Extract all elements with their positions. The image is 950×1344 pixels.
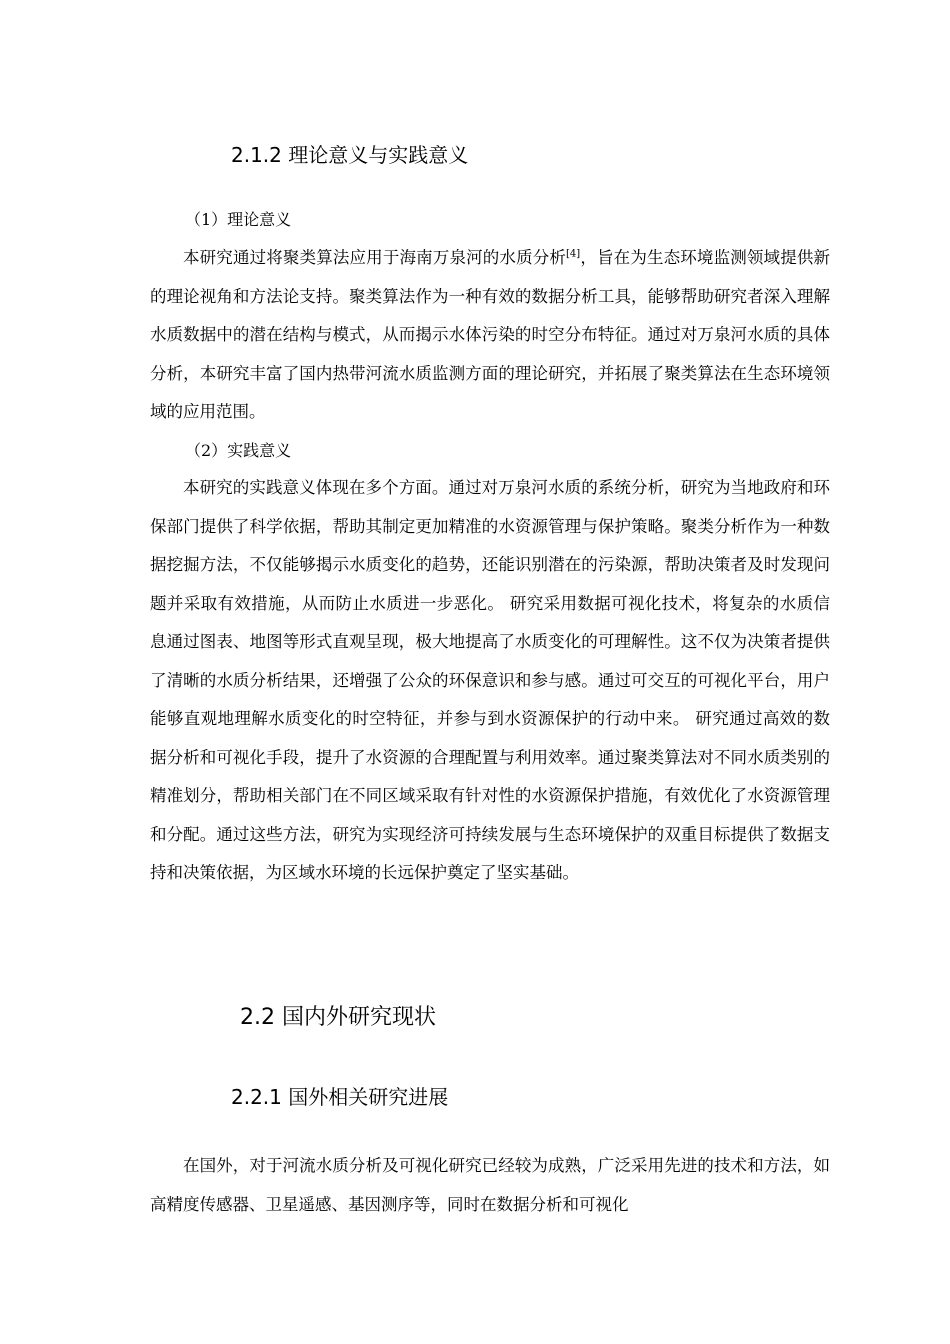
subheading-practice: （2）实践意义	[185, 441, 292, 460]
paragraph-practice: 本研究的实践意义体现在多个方面。通过对万泉河水质的系统分析，研究为当地政府和环保部门提供了科学依据，帮助其制定更加精准的水资源管理与保护策略。聚类分析作为一种数据挖掘方法，不仅能够揭示水质变化的趋势，还能识别潜在的污染源，帮助决策者及时发现问题并采取有效措施，从而防止水质进一步恶化。 研究采用数据可视化技术，将复杂的水质信息通过图表、地图等形式直观呈现，极大地提高了水质变化的可理解性。这不仅为决策者提供了清晰的水质分析结果，还增强了公众的环保意识和参与感。通过可交互的可视化平台，用户能够直观地理解水质变化的时空特征，并参与到水资源保护的行动中来。 研究通过高效的数据分析和可视化手段，提升了水资源的合理配置与利用效率。通过聚类算法对不同水质类别的精准划分，帮助相关部门在不同区域采取有针对性的水资源保护措施，有效优化了水资源管理和分配。通过这些方法，研究为实现经济可持续发展与生态环境保护的双重目标提供了数据支持和决策依据，为区域水环境的长远保护奠定了坚实基础。	[150, 478, 830, 882]
heading-2-1-2: 2.1.2 理论意义与实践意义	[231, 143, 469, 167]
paragraph-theory	[150, 239, 830, 432]
theory-text-start: 本研究通过将聚类算法应用于海南万泉河的水质分析	[183, 248, 567, 267]
paragraph-foreign-research: 在国外，对于河流水质分析及可视化研究已经较为成熟，广泛采用先进的技术和方法，如高精度传感器、卫星遥感、基因测序等，同时在数据分析和可视化	[150, 1156, 830, 1214]
citation-ref: [4]	[566, 248, 581, 260]
theory-text-end: ，旨在为生态环境监测领域提供新的理论视角和方法论支持。聚类算法作为一种有效的数据分析工具，能够帮助研究者深入理解水质数据中的潜在结构与模式，从而揭示水体污染的时空分布特征。通过对万泉河水质的具体分析，本研究丰富了国内热带河流水质监测方面的理论研究，并拓展了聚类算法在生态环境领域的应用范围。	[150, 248, 831, 421]
heading-2-2-1: 2.2.1 国外相关研究进展	[231, 1085, 449, 1109]
subheading-theory: （1）理论意义	[185, 210, 292, 229]
heading-2-2: 2.2 国内外研究现状	[240, 1005, 436, 1030]
